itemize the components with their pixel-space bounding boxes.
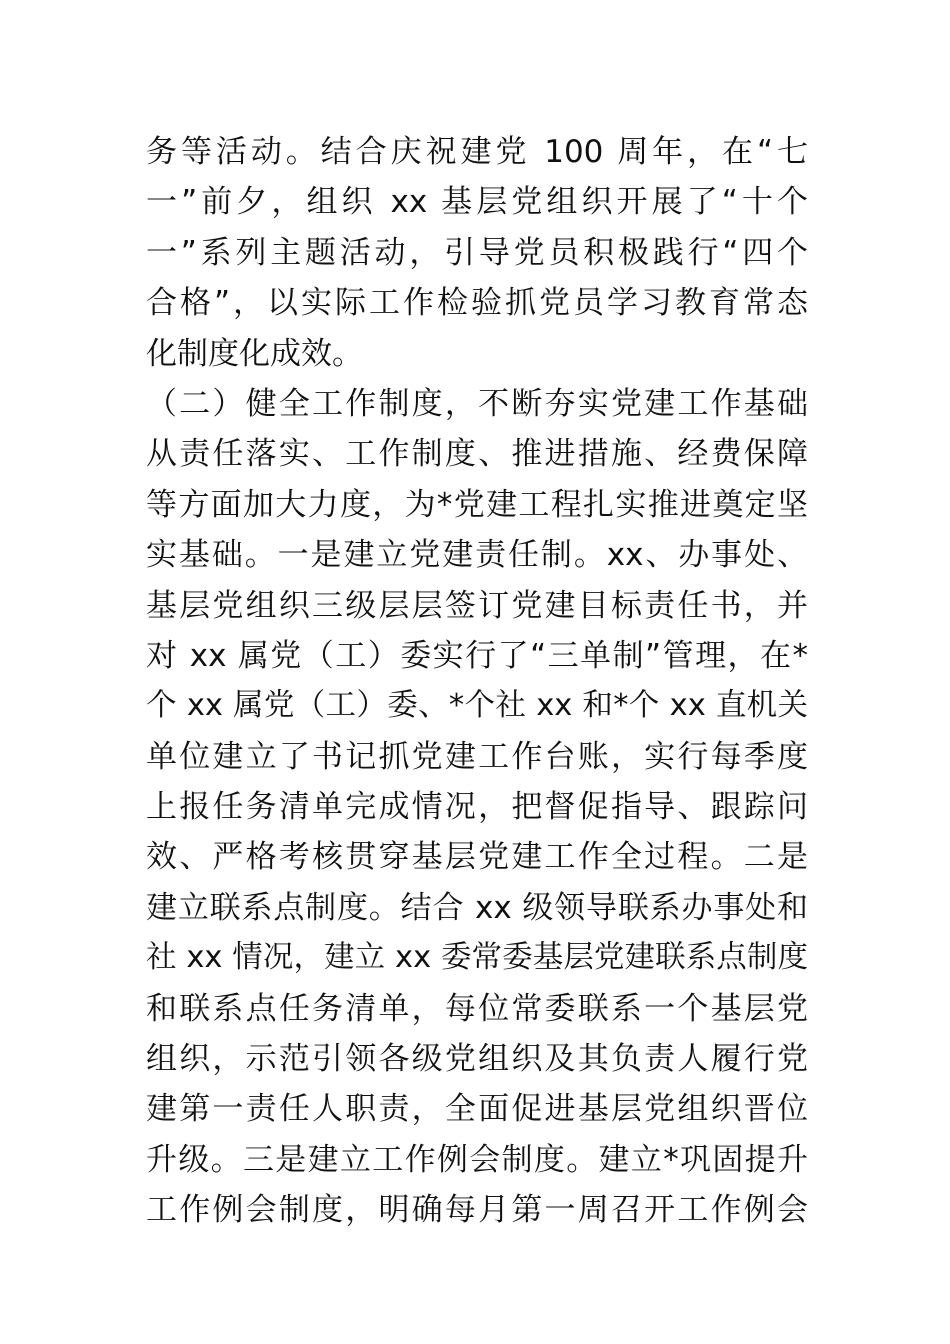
text-line-19: 组织，示范引领各级党组织及其负责人履行党 — [146, 1041, 808, 1078]
text-line-10: 基层党组织三级层层签订党建目标责任书，并 — [146, 587, 808, 624]
text-line-11: 对 xx 属党（工）委实行了“三单制”管理，在* — [146, 637, 808, 674]
text-line-16: 建立联系点制度。结合 xx 级领导联系办事处和 — [146, 889, 808, 926]
text-line-4: 合格”，以实际工作检验抓党员学习教育常态 — [146, 285, 808, 322]
text-line-3: 一”系列主题活动，引导党员积极践行“四个 — [146, 234, 808, 271]
text-line-13: 单位建立了书记抓党建工作台账，实行每季度 — [146, 738, 808, 775]
text-line-15: 效、严格考核贯穿基层党建工作全过程。二是 — [146, 839, 808, 876]
text-line-1: 务等活动。结合庆祝建党 100 周年，在“七 — [146, 134, 808, 170]
text-line-8: 等方面加大力度，为*党建工程扎实推进奠定坚 — [146, 486, 808, 523]
text-line-5: 化制度化成效。 — [146, 335, 363, 372]
body-text — [146, 127, 808, 1236]
text-line-21: 升级。三是建立工作例会制度。建立*巩固提升 — [146, 1141, 808, 1178]
text-line-2: 一”前夕，组织 xx 基层党组织开展了“十个 — [146, 184, 808, 221]
text-line-9: 实基础。一是建立党建责任制。xx、办事处、 — [146, 537, 808, 574]
text-line-12: 个 xx 属党（工）委、*个社 xx 和*个 xx 直机关 — [146, 688, 808, 724]
text-line-17: 社 xx 情况，建立 xx 委常委基层党建联系点制度 — [146, 940, 808, 976]
text-line-22: 工作例会制度，明确每月第一周召开工作例会 — [146, 1192, 808, 1229]
text-line-14: 上报任务清单完成情况，把督促指导、跟踪问 — [146, 789, 808, 826]
text-line-7: 从责任落实、工作制度、推进措施、经费保障 — [146, 436, 808, 473]
text-line-18: 和联系点任务清单，每位常委联系一个基层党 — [146, 990, 808, 1027]
text-line-20: 建第一责任人职责，全面促进基层党组织晋位 — [146, 1091, 808, 1128]
section-heading: （二）健全工作制度，不断夯实党建工作基础 — [146, 385, 808, 422]
